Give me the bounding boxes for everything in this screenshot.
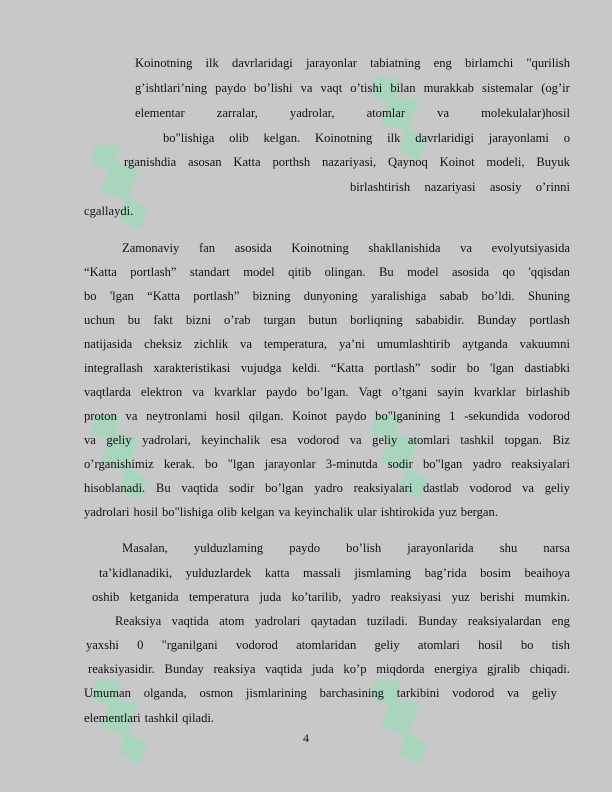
word: shakllanishida bbox=[368, 241, 441, 255]
word: vaqt bbox=[320, 81, 343, 95]
word: atomlaridan bbox=[296, 638, 357, 652]
word: portlash bbox=[529, 313, 570, 327]
word: olib bbox=[217, 505, 237, 519]
word: paydo bbox=[215, 81, 246, 95]
word: jarayonlar bbox=[264, 457, 316, 471]
word: vaqtida bbox=[171, 614, 209, 628]
word: vujudga bbox=[240, 361, 282, 375]
text-line bbox=[99, 566, 570, 580]
word: fan bbox=[198, 241, 216, 255]
word: vaqtida bbox=[265, 662, 303, 676]
word: Buyuk bbox=[536, 155, 570, 169]
word: dastiabki bbox=[524, 361, 570, 375]
word: paydo bbox=[289, 541, 321, 555]
word: yadro bbox=[351, 590, 381, 604]
word: zarralar, bbox=[216, 106, 258, 120]
word: (og’ir bbox=[541, 81, 570, 95]
word: va bbox=[437, 106, 450, 120]
word: cheksiz bbox=[144, 337, 182, 351]
word: neytronlami bbox=[146, 409, 207, 423]
word: sistemalar bbox=[482, 81, 534, 95]
word: yadrolari bbox=[254, 614, 301, 628]
word: sodir bbox=[229, 481, 255, 495]
word: eng bbox=[433, 56, 452, 70]
word: va bbox=[278, 505, 291, 519]
word: ketganida bbox=[129, 590, 179, 604]
page-number: 4 bbox=[303, 731, 309, 745]
word: natijasida bbox=[84, 337, 133, 351]
word: elementar bbox=[135, 106, 185, 120]
text-line bbox=[135, 106, 570, 120]
word: olganda, bbox=[143, 686, 187, 700]
word: davrlaridigi bbox=[415, 131, 474, 145]
word: bo"lgan bbox=[422, 457, 463, 471]
word: birlashib bbox=[525, 385, 570, 399]
word: va bbox=[125, 409, 138, 423]
word: berishi bbox=[480, 590, 515, 604]
text-line bbox=[84, 686, 557, 700]
word: jismlarining bbox=[245, 686, 307, 700]
word: qo bbox=[502, 265, 516, 279]
word: Katta bbox=[233, 155, 261, 169]
word: bo"lganining bbox=[375, 409, 441, 423]
word: mumkin. bbox=[524, 590, 570, 604]
word: elementlari bbox=[84, 711, 141, 725]
word: aytganda bbox=[462, 337, 508, 351]
word: bo"lishiga bbox=[163, 131, 215, 145]
word: yadrolari, bbox=[142, 433, 191, 447]
word: topgan. bbox=[504, 433, 542, 447]
word: Reaksiya bbox=[115, 614, 162, 628]
word: elektron bbox=[140, 385, 183, 399]
word: ya’ni bbox=[339, 337, 365, 351]
word: birlamchi bbox=[464, 56, 514, 70]
text-line bbox=[92, 590, 570, 604]
word: portlash” bbox=[130, 265, 177, 279]
word: asosan bbox=[188, 155, 222, 169]
word: asosiy bbox=[489, 180, 522, 194]
word: model bbox=[407, 265, 439, 279]
word: miqdorda bbox=[376, 662, 425, 676]
word: tuziladi. bbox=[366, 614, 408, 628]
word: geliy bbox=[374, 638, 400, 652]
word: massali bbox=[303, 566, 341, 580]
word: tabiatning bbox=[370, 56, 421, 70]
word: Masalan, bbox=[122, 541, 168, 555]
word: zichlik bbox=[193, 337, 229, 351]
word: sababidir. bbox=[415, 313, 465, 327]
word: paydo bbox=[266, 385, 297, 399]
word: "rganilgani bbox=[161, 638, 218, 652]
word: bo"lishiga bbox=[161, 505, 214, 519]
word: integrallash bbox=[84, 361, 143, 375]
text-line bbox=[84, 313, 570, 327]
word: proton bbox=[84, 409, 117, 423]
word: borliqning bbox=[350, 313, 403, 327]
word: ko’tarilib, bbox=[291, 590, 342, 604]
watermark-logo-icon bbox=[67, 123, 177, 247]
word: qilgan. bbox=[248, 409, 284, 423]
word: kvarklar bbox=[214, 385, 257, 399]
word: reaksiyalari bbox=[353, 481, 413, 495]
word: yulduzlardek bbox=[185, 566, 252, 580]
word: kvarklar bbox=[473, 385, 516, 399]
word: hosil bbox=[215, 409, 241, 423]
word: ilk bbox=[387, 131, 401, 145]
word: katta bbox=[264, 566, 290, 580]
word: o’tishi bbox=[350, 81, 383, 95]
word: 'lgan bbox=[109, 289, 134, 303]
word: sodir bbox=[387, 457, 413, 471]
word: bu bbox=[127, 313, 141, 327]
word: reaksiyalari bbox=[511, 457, 570, 471]
word: Koinot bbox=[439, 155, 475, 169]
word: portlash” bbox=[193, 289, 240, 303]
word: yadrolar, bbox=[289, 106, 335, 120]
word: bo’lishi bbox=[254, 81, 293, 95]
word: davrlaridagi bbox=[231, 56, 293, 70]
word: turgan bbox=[263, 313, 296, 327]
word: keyinchalik bbox=[201, 433, 261, 447]
word: Bunday bbox=[477, 313, 517, 327]
word: yaralishiga bbox=[370, 289, 427, 303]
word: keldi. bbox=[291, 361, 321, 375]
word: hosil bbox=[478, 638, 503, 652]
word: energiya bbox=[434, 662, 478, 676]
word: bizning bbox=[252, 289, 291, 303]
word: qitib bbox=[288, 265, 312, 279]
word: narsa bbox=[543, 541, 570, 555]
word: evolyutsiyasida bbox=[491, 241, 570, 255]
word: o’rganishimiz bbox=[84, 457, 154, 471]
word: jarayonlar bbox=[305, 56, 357, 70]
word: standart bbox=[189, 265, 230, 279]
word: ko’p bbox=[343, 662, 367, 676]
word: model bbox=[243, 265, 275, 279]
word: tashkil bbox=[144, 711, 179, 725]
word: geliy bbox=[544, 481, 570, 495]
word: shu bbox=[499, 541, 518, 555]
word: Qaynoq bbox=[387, 155, 428, 169]
word: Koinotning bbox=[314, 131, 373, 145]
word: va bbox=[300, 81, 313, 95]
word: "lgan bbox=[227, 457, 255, 471]
word: bo’lish bbox=[346, 541, 382, 555]
word: temperatura, bbox=[263, 337, 328, 351]
word: reaksiyasidir. bbox=[88, 662, 155, 676]
word: olib bbox=[229, 131, 249, 145]
word: Bunday bbox=[418, 614, 458, 628]
word: bo’lgan bbox=[265, 481, 304, 495]
word: 'lgan bbox=[489, 361, 514, 375]
word: reaksiya bbox=[213, 662, 256, 676]
word: yadrolari bbox=[84, 505, 130, 519]
text-line bbox=[84, 433, 570, 447]
word: asosida bbox=[234, 241, 272, 255]
word: beaihoya bbox=[524, 566, 570, 580]
word: Koinotning bbox=[291, 241, 349, 255]
word: bo bbox=[84, 289, 97, 303]
word: yulduzlaming bbox=[193, 541, 264, 555]
word: yadro bbox=[314, 481, 343, 495]
text-line bbox=[88, 662, 570, 676]
word: molekulalar)hosil bbox=[481, 106, 570, 120]
word: Koinotning bbox=[135, 56, 193, 70]
word: bo’lgan. bbox=[306, 385, 349, 399]
word: chiqadi. bbox=[529, 662, 570, 676]
text-line bbox=[84, 409, 570, 423]
word: yadro bbox=[472, 457, 502, 471]
word: bo bbox=[520, 638, 534, 652]
word: geliy bbox=[531, 686, 557, 700]
word: reaksiyalardan bbox=[467, 614, 542, 628]
text-line bbox=[350, 180, 570, 194]
word: Umuman bbox=[84, 686, 131, 700]
word: gjralib bbox=[487, 662, 520, 676]
text-line bbox=[84, 265, 570, 279]
word: “Katta bbox=[330, 361, 364, 375]
word: kelgan. bbox=[263, 131, 301, 145]
word: atomlari bbox=[407, 433, 450, 447]
word: hosil bbox=[133, 505, 158, 519]
word: va bbox=[522, 481, 534, 495]
text-line bbox=[84, 204, 284, 218]
word: bilan bbox=[390, 81, 416, 95]
word: o’tgani bbox=[391, 385, 428, 399]
word: ishtirokida bbox=[380, 505, 435, 519]
word: jismlaming bbox=[354, 566, 412, 580]
word: Bu bbox=[155, 481, 171, 495]
word: tarkibini bbox=[396, 686, 440, 700]
word: ular bbox=[357, 505, 377, 519]
word: atomlari bbox=[417, 638, 460, 652]
text-line bbox=[135, 56, 570, 70]
word: vakuumni bbox=[519, 337, 570, 351]
word: va bbox=[240, 337, 252, 351]
word: 0 bbox=[137, 638, 144, 652]
word: bag’rida bbox=[424, 566, 467, 580]
text-line bbox=[84, 505, 570, 519]
word: va bbox=[460, 241, 472, 255]
word: modeli, bbox=[486, 155, 525, 169]
word: 'qqisdan bbox=[528, 265, 570, 279]
word: va bbox=[507, 686, 519, 700]
text-line bbox=[124, 155, 570, 169]
word: rganishdia bbox=[124, 155, 177, 169]
word: Bunday bbox=[164, 662, 204, 676]
word: qaytadan bbox=[310, 614, 357, 628]
word: esa bbox=[270, 433, 287, 447]
text-line bbox=[84, 337, 570, 351]
word: geliy bbox=[372, 433, 398, 447]
word: qiladi. bbox=[182, 711, 215, 725]
word: vaqtlarda bbox=[84, 385, 131, 399]
word: va bbox=[349, 433, 362, 447]
word: "qurilish bbox=[526, 56, 570, 70]
word: juda bbox=[259, 590, 282, 604]
word: birlashtirish bbox=[350, 180, 411, 194]
word: dunyoning bbox=[303, 289, 358, 303]
word: juda bbox=[311, 662, 334, 676]
word: cgallaydi. bbox=[84, 204, 134, 218]
word: bosim bbox=[480, 566, 511, 580]
word: fakt bbox=[153, 313, 173, 327]
word: yuz bbox=[438, 505, 457, 519]
text-line bbox=[84, 289, 570, 303]
word: tashkil bbox=[460, 433, 494, 447]
text-line bbox=[163, 131, 570, 145]
word: butun bbox=[308, 313, 338, 327]
word: oshib bbox=[92, 590, 120, 604]
word: nazariyasi, bbox=[322, 155, 377, 169]
word: sabab bbox=[439, 289, 469, 303]
word: vodorod bbox=[452, 686, 495, 700]
word: bo’ldi. bbox=[481, 289, 515, 303]
word: vodorod bbox=[469, 481, 512, 495]
word: keyinchalik bbox=[294, 505, 354, 519]
word: atom bbox=[219, 614, 245, 628]
word: va bbox=[84, 433, 96, 447]
word: olingan. bbox=[324, 265, 366, 279]
text-line bbox=[86, 638, 570, 652]
word: “Katta bbox=[84, 265, 117, 279]
word: murakkab bbox=[423, 81, 474, 95]
word: jarayonlami bbox=[488, 131, 549, 145]
word: portlash” bbox=[374, 361, 421, 375]
word: eng bbox=[551, 614, 570, 628]
word: “Katta bbox=[147, 289, 180, 303]
word: 3-minutda bbox=[325, 457, 378, 471]
word: vodorod bbox=[297, 433, 340, 447]
word: Zamonaviy bbox=[122, 241, 180, 255]
word: porthsh bbox=[272, 155, 311, 169]
word: kerak. bbox=[163, 457, 195, 471]
text-line bbox=[84, 361, 570, 375]
word: yuz bbox=[451, 590, 470, 604]
word: o bbox=[563, 131, 570, 145]
text-line bbox=[122, 241, 570, 255]
word: yaxshi bbox=[86, 638, 119, 652]
word: kelgan bbox=[240, 505, 275, 519]
word: sayin bbox=[437, 385, 464, 399]
word: ta’kidlanadiki, bbox=[99, 566, 173, 580]
text-line bbox=[84, 711, 384, 725]
word: barchasining bbox=[319, 686, 384, 700]
word: osmon bbox=[199, 686, 234, 700]
text-line bbox=[135, 81, 570, 95]
word: nazariyasi bbox=[424, 180, 476, 194]
word: g’ishtlari’ning bbox=[135, 81, 208, 95]
word: Shuning bbox=[527, 289, 570, 303]
word: jarayonlarida bbox=[407, 541, 474, 555]
word: reaksiyasi bbox=[390, 590, 442, 604]
word: xarakteristikasi bbox=[153, 361, 231, 375]
word: ilk bbox=[205, 56, 219, 70]
word: bergan. bbox=[460, 505, 498, 519]
word: Bu bbox=[378, 265, 394, 279]
word: umumlashtirib bbox=[376, 337, 451, 351]
text-line bbox=[84, 481, 570, 495]
word: hisoblanadi. bbox=[84, 481, 146, 495]
word: vodorod bbox=[527, 409, 570, 423]
text-line bbox=[122, 541, 570, 555]
word: atomlar bbox=[366, 106, 406, 120]
word: paydo bbox=[335, 409, 367, 423]
word: bo bbox=[466, 361, 480, 375]
word: bizni bbox=[185, 313, 212, 327]
word: dastlab bbox=[423, 481, 459, 495]
word: tish bbox=[551, 638, 570, 652]
word: vodorod bbox=[235, 638, 278, 652]
word: Koinot bbox=[292, 409, 328, 423]
word: Biz bbox=[552, 433, 570, 447]
word: va bbox=[192, 385, 205, 399]
word: bo bbox=[205, 457, 218, 471]
word: 1 bbox=[449, 409, 456, 423]
text-line bbox=[84, 385, 570, 399]
word: asosida bbox=[452, 265, 490, 279]
word: Vagt bbox=[358, 385, 382, 399]
word: o’rinni bbox=[535, 180, 570, 194]
text-line bbox=[115, 614, 570, 628]
word: vaqtida bbox=[181, 481, 219, 495]
word: temperatura bbox=[189, 590, 250, 604]
word: -sekundida bbox=[464, 409, 520, 423]
word: uchun bbox=[84, 313, 115, 327]
word: o’rab bbox=[224, 313, 251, 327]
text-line bbox=[84, 457, 570, 471]
word: sodir bbox=[431, 361, 457, 375]
word: geliy bbox=[106, 433, 132, 447]
